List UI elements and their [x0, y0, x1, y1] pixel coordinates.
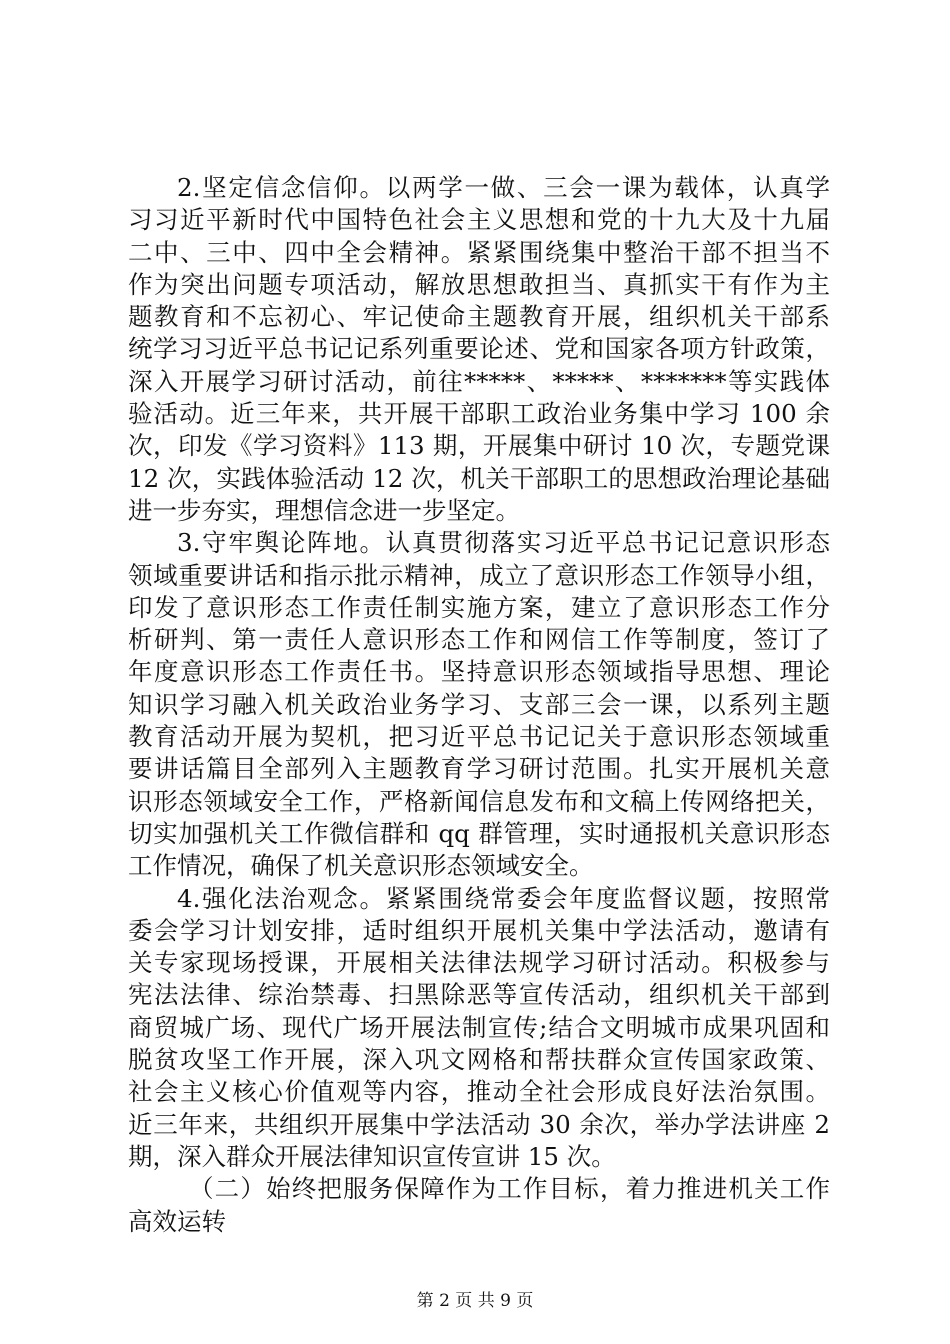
- paragraph-2-line: 题教育和不忘初心、牢记使命主题教育开展，组织机关干部系: [128, 302, 830, 332]
- page-number-footer: 第 2 页 共 9 页: [416, 1291, 534, 1311]
- paragraph-3-line: 切实加强机关工作微信群和 qq 群管理，实时通报机关意识形态: [128, 818, 830, 848]
- paragraph-3-line: 识形态领域安全工作，严格新闻信息发布和文稿上传网络把关，: [128, 786, 830, 816]
- paragraph-2-line: 习习近平新时代中国特色社会主义思想和党的十九大及十九届: [128, 205, 830, 235]
- paragraph-2-line: 进一步夯实，理想信念进一步坚定。: [128, 495, 520, 525]
- paragraph-4-line: 近三年来，共组织开展集中学法活动 30 余次，举办学法讲座 2: [128, 1109, 830, 1139]
- paragraph-2-line: 统学习习近平总书记记系列重要论述、党和国家各项方针政策，: [128, 334, 830, 364]
- paragraph-4-line: 宪法法律、综治禁毒、扫黑除恶等宣传活动，组织机关干部到: [128, 980, 830, 1010]
- paragraph-4-line: 关专家现场授课，开展相关法律法规学习研讨活动。积极参与: [128, 948, 830, 978]
- section-heading-line: 高效运转: [128, 1206, 226, 1236]
- paragraph-2-line: 2.坚定信念信仰。以两学一做、三会一课为载体，认真学: [177, 173, 830, 202]
- paragraph-2-line: 作为突出问题专项活动，解放思想敢担当、真抓实干有作为主: [128, 269, 830, 299]
- paragraph-2-line: 深入开展学习研讨活动，前往*****、*****、*******等实践体: [128, 366, 830, 396]
- paragraph-4-line: 脱贫攻坚工作开展，深入巩文网格和帮扶群众宣传国家政策、: [128, 1045, 830, 1075]
- paragraph-4-line: 委会学习计划安排，适时组织开展机关集中学法活动，邀请有: [128, 915, 830, 945]
- paragraph-3-line: 要讲话篇目全部列入主题教育学习研讨范围。扎实开展机关意: [128, 754, 830, 784]
- paragraph-3-line: 教育活动开展为契机，把习近平总书记记关于意识形态领域重: [128, 722, 830, 752]
- document-body: [128, 172, 830, 1238]
- paragraph-2-line: 次，印发《学习资料》113 期，开展集中研讨 10 次，专题党课: [128, 431, 830, 461]
- paragraph-4-line: 期，深入群众开展法律知识宣传宣讲 15 次。: [128, 1141, 616, 1171]
- paragraph-3-line: 3.守牢舆论阵地。认真贯彻落实习近平总书记记意识形态: [177, 528, 830, 558]
- paragraph-3-line: 工作情况，确保了机关意识形态领域安全。: [128, 851, 594, 881]
- paragraph-4-line: 社会主义核心价值观等内容，推动全社会形成良好法治氛围。: [128, 1077, 830, 1107]
- paragraph-4-line: 商贸城广场、现代广场开展法制宣传;结合文明城市成果巩固和: [128, 1012, 830, 1042]
- paragraph-3-line: 年度意识形态工作责任书。坚持意识形态领域指导思想、理论: [128, 657, 830, 687]
- paragraph-2-line: 12 次，实践体验活动 12 次，机关干部职工的思想政治理论基础: [128, 463, 830, 493]
- paragraph-3-line: 印发了意识形态工作责任制实施方案，建立了意识形态工作分: [128, 592, 830, 622]
- section-heading-line: （二）始终把服务保障作为工作目标，着力推进机关工作: [189, 1174, 830, 1204]
- paragraph-3-line: 领域重要讲话和指示批示精神，成立了意识形态工作领导小组，: [128, 560, 830, 590]
- paragraph-2-line: 验活动。近三年来，共开展干部职工政治业务集中学习 100 余: [128, 399, 830, 429]
- paragraph-4-line: 4.强化法治观念。紧紧围绕常委会年度监督议题，按照常: [177, 883, 830, 913]
- paragraph-2-line: 二中、三中、四中全会精神。紧紧围绕集中整治干部不担当不: [128, 237, 830, 267]
- paragraph-3-line: 析研判、第一责任人意识形态工作和网信工作等制度，签订了: [128, 625, 830, 655]
- paragraph-3-line: 知识学习融入机关政治业务学习、支部三会一课，以系列主题: [128, 689, 830, 719]
